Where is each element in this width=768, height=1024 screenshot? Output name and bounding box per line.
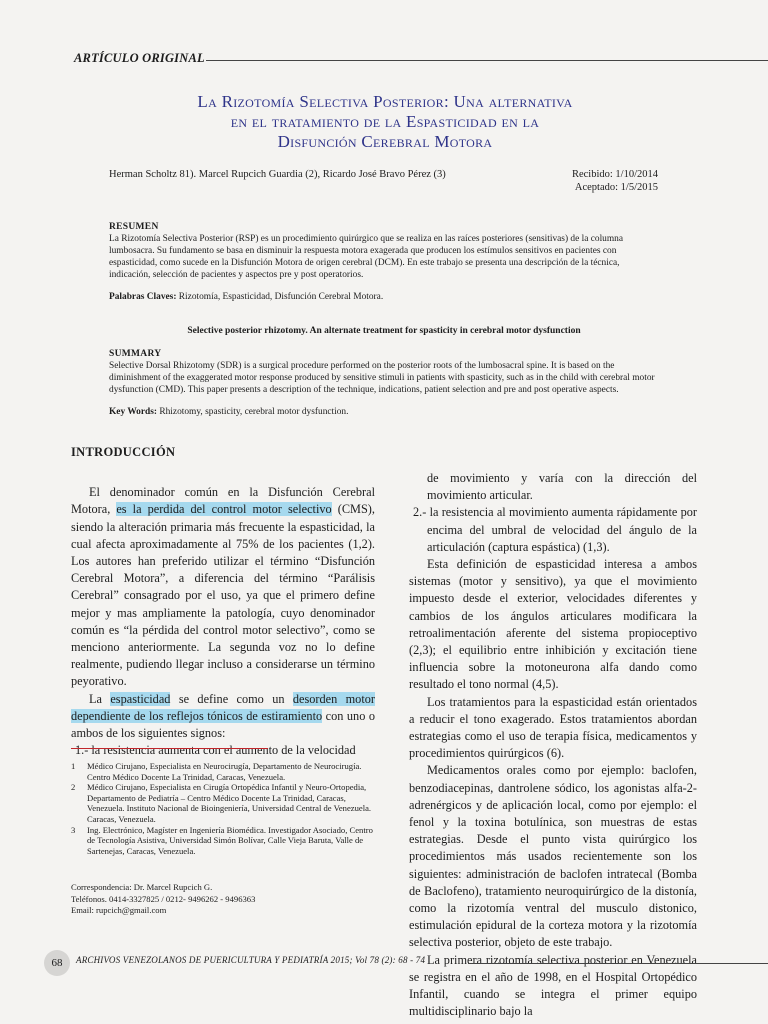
footnote-number: 3 (71, 824, 76, 835)
intro-paragraph-2 (71, 691, 375, 743)
p2-text-c: con uno o ambos de los siguientes signos: (71, 708, 376, 741)
list-item-1-start: 1.- la resistencia aumenta con el aumento de la velocidad (75, 743, 356, 758)
title-line-2: en el tratamiento de la Espasticidad en la (230, 112, 540, 131)
body-paragraph-3: Esta definición de espasticidad interesa a ambos sistemas (motor y sensitivo), ya que el movimiento impuesto desde el exterior, velocidades diferentes y cambios de los ángulos articulares modificara la retroalimentación aferente del sistema propioceptivo (2,3); el equilibrio entre inhibición y excitación tiene influencia sobre la motoneurona alfa dando como resultado el tono normal (4,5). (409, 557, 697, 692)
p2-text-b: se define como un (170, 691, 293, 706)
journal-citation: ARCHIVOS VENEZOLANOS DE PUERICULTURA Y PEDIATRÍA 2015; Vol 78 (2): 68 - 74 (76, 955, 426, 965)
footnote-2 (71, 782, 376, 824)
p1-text-a: El denominador común en la Disfunción Cerebral Motora, (71, 485, 375, 517)
body-paragraph-6: La primera rizotomía selectiva posterior en Venezuela se registra en el año de 1998, en el Hospital Ortopédico Infantil, cuando se integra el primer equipo multidisciplinario bajo la (409, 952, 697, 1019)
footnote-number: 1 (71, 761, 76, 771)
summary-text: Selective Dorsal Rhizotomy (SDR) is a surgical procedure performed on the posterior roots of the lumbosacral spine. It is based on the diminishment of the exaggerated motor response produced by sensitive stimuli in patients with spasticity, such as in the child with cerebral motor dysfunction (CMD). This paper presents a description of the technique, indications, patient selection and pre and post operative aspects. (109, 360, 655, 395)
palabras-claves-values: Rizotomía, Espasticidad, Disfunción Cerebral Motora. (176, 291, 384, 302)
article-title (90, 92, 680, 152)
footnote-text: Médico Cirujano, Especialista en Neurocirugía, Departamento de Neurocirugía. Centro Médico Docente La Trinidad, Caracas, Venezuela. (87, 761, 362, 782)
list-item-2: 2.- la resistencia al movimiento aumenta rápidamente por encima del umbral de velocidad del ángulo de la articulación (captura espástica) (1,3). (413, 505, 697, 554)
footnotes (71, 761, 376, 856)
summary-heading: SUMMARY (109, 349, 162, 359)
p2-highlight-1: espasticidad (110, 691, 171, 706)
resumen-heading: RESUMEN (109, 222, 159, 232)
footnote-rule (71, 748, 268, 749)
footer-rule (468, 963, 768, 964)
resumen-block (109, 222, 659, 303)
left-column (71, 444, 375, 759)
page-number: 68 (44, 950, 70, 976)
key-words (109, 407, 659, 419)
palabras-claves-label: Palabras Claves: (109, 291, 177, 302)
right-column (409, 470, 697, 1021)
author-list: Herman Scholtz 81). Marcel Rupcich Guardia (2), Ricardo José Bravo Pérez (3) (109, 169, 446, 180)
summary-block (109, 349, 659, 419)
p1-highlight: es la perdida del control motor selectivo (116, 502, 332, 517)
footnote-number: 2 (71, 782, 76, 793)
title-line-1: La Rizotomía Selectiva Posterior: Una alternativa (197, 92, 573, 111)
list-item-1-continuation: de movimiento y varía con la dirección del movimiento articular. (427, 471, 697, 503)
english-title: Selective posterior rhizotomy. An alternate treatment for spasticity in cerebral motor dysfunction (187, 326, 581, 336)
p1-text-b: (CMS), siendo la alteración primaria más frecuente la espasticidad, la cual afecta aproximadamente al 75% de los pacientes (1,2). Los autores han preferido utilizar el término “Disfunción Cerebral Motora”, a diferencia del término “Parálisis Cerebral” consagrado por el uso, ya que el primero define mejor y mas ampliamente la patología, cuyo denominador común es “la pérdida del control motor selectivo”, como se menciono anteriormente. La segunda voz no lo define realmente, pudiendo llegar incluso a considerarse un término peyorativo. (71, 502, 375, 689)
correspondence-email: Email: rupcich@gmail.com (71, 905, 167, 915)
footnote-1 (71, 761, 376, 782)
body-paragraph-4: Los tratamientos para la espasticidad están orientados a reducir el tono exagerado. Estos tratamientos abordan estrategias como el uso de terapia física, medicamentos y procedimientos quirúrgicos (6). (409, 694, 697, 761)
correspondence-phones: Teléfonos. 0414-3327825 / 0212- 9496262 - 9496363 (71, 893, 256, 904)
title-line-3: Disfunción Cerebral Motora (277, 132, 493, 151)
palabras-claves (109, 292, 659, 304)
footnote-3 (71, 825, 376, 857)
resumen-text: La Rizotomía Selectiva Posterior (RSP) es un procedimiento quirúrgico que se realiza en las raíces posteriores (sensitivas) de la columna lumbosacra. Su fundamento se basa en disminuir la respuesta motora exagerada que producen los estímulos sensitivos en pacientes con espasticidad, como sucede en la Disfunción Motora de origen cerebral (DCM). En este trabajo se presenta una descripción de la técnica, indicación, selección de pacientes y aspectos pre y post operatorios. (109, 233, 623, 280)
intro-heading: INTRODUCCIÓN (71, 445, 176, 459)
correspondence (71, 882, 376, 917)
p2-text-a: La (89, 691, 111, 706)
correspondence-name: Correspondencia: Dr. Marcel Rupcich G. (71, 882, 213, 892)
footnote-text: Médico Cirujano, Especialista en Cirugía Ortopédica Infantil y Neuro-Ortopedia, Departamento de Pediatría – Centro Médico Docente La Trinidad, Caracas, Venezuela. Instituto Nacional de Bioingeniería, Universidad Central de Venezuela. Caracas, Venezuela. (87, 782, 372, 824)
section-label: ARTÍCULO ORIGINAL (74, 51, 205, 65)
key-words-values: Rhizotomy, spasticity, cerebral motor dysfunction. (157, 406, 349, 417)
key-words-label: Key Words: (109, 406, 158, 417)
footnote-text: Ing. Electrónico, Magíster en Ingeniería Biomédica. Investigador Asociado, Centro de Tecnología Asistiva, Universidad Simón Bolívar, Calle Vieja Baruta, Valle de Sartenejas, Caracas, Venezuela. (87, 824, 373, 856)
submission-dates (572, 169, 658, 194)
accepted-date: Aceptado: 1/5/2015 (574, 181, 658, 193)
body-paragraph-5: Medicamentos orales como por ejemplo: baclofen, benzodiacepinas, dantrolene sódico, los agonistas alfa-2-adrenérgicos y de aplicación local, como por ejemplo: el fenol y la toxina botulínica, son muestras de estas estrategias. Desde el punto vista quirúrgico los procedimientos más usados recientemente son los siguientes: administración de baclofen intratecal (Bomba de Baclofeno), tratamiento neuroquirúrgico de la distonía, como la rizotomía ventral del musculo distonico, estimulación epidural de la corteza motora y la rizotomía selectiva posterior, objeto de este trabajo. (409, 763, 697, 950)
header-rule (206, 60, 768, 61)
received-date: Recibido: 1/10/2014 (571, 169, 658, 180)
p2-highlight-2: desorden motor dependiente de los reflejos tónicos de estiramiento (71, 691, 375, 723)
intro-paragraph-1 (71, 484, 375, 690)
section-header (74, 51, 768, 71)
